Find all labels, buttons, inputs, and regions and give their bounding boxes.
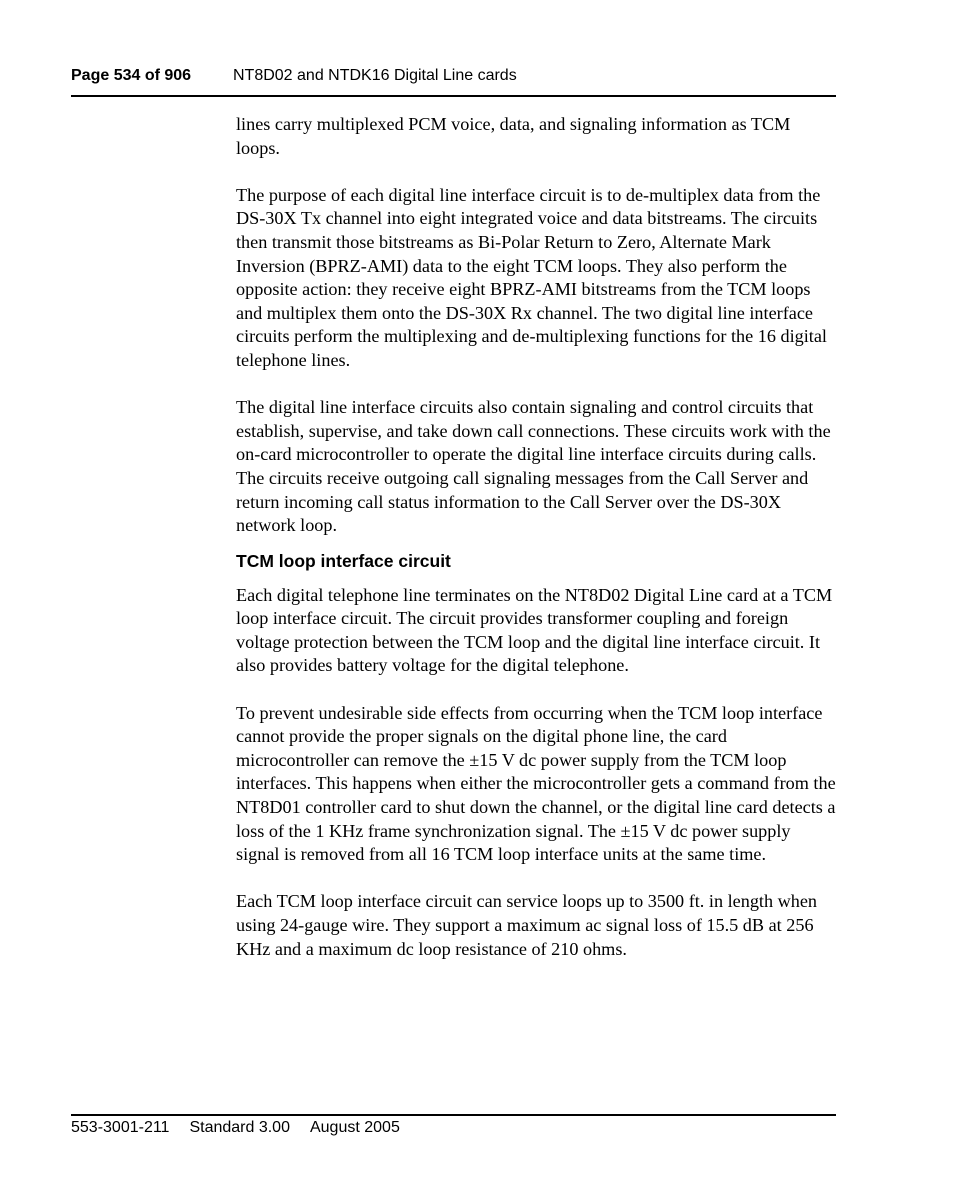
section-paragraph-3: Each TCM loop interface circuit can service loops up to 3500 ft. in length when using 24-gauge wire. They support a maximum ac signal loss of 15.5 dB at 256 KHz and a maximum dc loop resistance of 210 ohms. (236, 891, 817, 959)
header-rule (71, 95, 836, 97)
standard-version: Standard 3.00 (189, 1119, 290, 1136)
body-paragraph-3: The digital line interface circuits also contain signaling and control circuits that establish, supervise, and take down call connections. These circuits work with the on-card microcontroller to operate the digital line interface circuits during calls. The circuits receive outgoing call signaling messages from the Call Server and return incoming call status information to the Call Server over the DS-30X network loop. (236, 397, 831, 536)
section-paragraph-2: To prevent undesirable side effects from occurring when the TCM loop interface cannot provide the proper signals on the digital phone line, the card microcontroller can remove the ±15 V dc power supply from the TCM loop interfaces. This happens when either the microcontroller gets a command from the NT8D01 controller card to shut down the channel, or the digital line card detects a loss of the 1 KHz frame synchronization signal. The ±15 V dc power supply signal is removed from all 16 TCM loop interface units at the same time. (236, 702, 836, 865)
page-header (71, 66, 836, 86)
page-footer (71, 1118, 836, 1138)
publication-date: August 2005 (309, 1119, 400, 1136)
document-number: 553-3001-211 (71, 1119, 170, 1136)
main-content (236, 113, 836, 985)
section-paragraph-1: Each digital telephone line terminates on the NT8D02 Digital Line card at a TCM loop interface circuit. The circuit provides transformer coupling and foreign voltage protection between the TCM loop and the digital line interface circuit. It also provides battery voltage for the digital telephone. (236, 584, 833, 676)
footer-rule (71, 1114, 836, 1116)
body-paragraph-2: The purpose of each digital line interface circuit is to de-multiplex data from the DS-30X Tx channel into eight integrated voice and data bitstreams. The circuits then transmit those bitstreams as Bi-Polar Return to Zero, Alternate Mark Inversion (BPRZ-AMI) data to the eight TCM loops. They also perform the opposite action: they receive eight BPRZ-AMI bitstreams from the TCM loops and multiplex them onto the DS-30X Rx channel. The two digital line interface circuits perform the multiplexing and de-multiplexing functions for the 16 digital telephone lines. (236, 184, 827, 370)
document-title: NT8D02 and NTDK16 Digital Line cards (233, 67, 517, 84)
section-heading: TCM loop interface circuit (236, 550, 451, 571)
page-number: Page 534 of 906 (71, 67, 192, 84)
body-paragraph-1: lines carry multiplexed PCM voice, data, and signaling information as TCM loops. (236, 114, 791, 158)
